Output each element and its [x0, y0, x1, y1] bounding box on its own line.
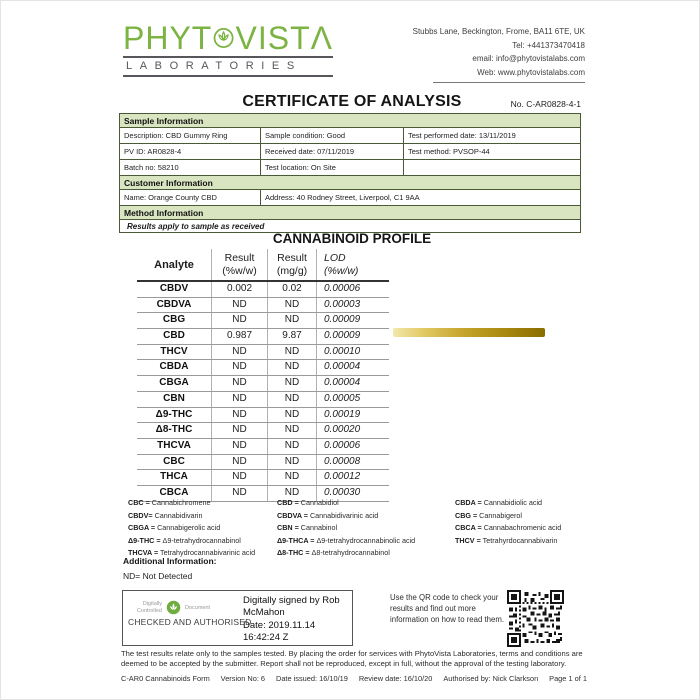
customer-info-row — [120, 190, 580, 206]
certificate-number: No. C-AR0828-4-1 — [510, 99, 581, 109]
info-tables — [119, 113, 581, 233]
result-ww-cell: ND — [212, 423, 268, 438]
footer-date-issued: Date issued: 16/10/19 — [275, 674, 348, 683]
table-row — [137, 439, 389, 455]
result-ww-cell: ND — [212, 439, 268, 454]
legend-item: CBGA = Cannabigerolic acid — [128, 523, 221, 532]
analyte-cell: CBG — [137, 313, 212, 328]
column-header-result-ww: Result (%w/w) — [212, 249, 268, 280]
analyte-cell: CBD — [137, 329, 212, 344]
table-row — [137, 345, 389, 361]
legend-item: CBC = Cannabichromene — [128, 498, 211, 507]
legend-item: Δ9-THCA = Δ9-tetrahydrocannabinolic acid — [277, 535, 416, 545]
additional-information-heading: Additional Information: — [123, 556, 217, 566]
result-mgg-cell: ND — [268, 345, 317, 360]
stamp-leaf-icon — [166, 600, 181, 615]
pv-id: PV ID: AR0828-4 — [120, 144, 260, 160]
test-method: Test method: PVSOP-44 — [403, 144, 580, 160]
lab-website: Web: www.phytovistalabs.com — [477, 67, 585, 77]
column-header-analyte: Analyte — [137, 249, 212, 280]
document-footer — [121, 674, 587, 683]
result-mgg-cell: ND — [268, 439, 317, 454]
legend-item: CBDV= Cannabidivarin — [128, 510, 203, 520]
result-mgg-cell: ND — [268, 423, 317, 438]
analyte-cell: THCVA — [137, 439, 212, 454]
column-header-result-mgg: Result (mg/g) — [268, 249, 317, 280]
test-location: Test location: On Site — [260, 160, 403, 176]
sample-condition: Sample condition: Good — [260, 128, 403, 144]
lod-cell: 0.00020 — [324, 424, 361, 436]
legend-item: CBD = Cannabidiol — [277, 498, 339, 507]
result-ww-cell: 0.002 — [212, 282, 268, 297]
batch-no: Batch no: 58210 — [120, 160, 260, 176]
table-row — [137, 298, 389, 314]
lab-email: email: info@phytovistalabs.com — [472, 54, 585, 63]
table-row — [137, 408, 389, 424]
results-note: Results apply to sample as received — [127, 222, 265, 231]
cannabinoid-table-header — [137, 249, 389, 282]
analyte-cell: CBDVA — [137, 298, 212, 313]
cannabinoid-profile-title: CANNABINOID PROFILE — [272, 231, 432, 246]
result-ww-cell: ND — [212, 313, 268, 328]
analyte-cell: Δ8-THC — [137, 423, 212, 438]
result-mgg-cell: ND — [268, 455, 317, 470]
table-row — [137, 423, 389, 439]
contact-underline — [433, 82, 585, 83]
checked-authorised-stamp — [128, 600, 252, 627]
result-ww-cell: ND — [212, 470, 268, 485]
analyte-cell: THCV — [137, 345, 212, 360]
legend-item: CBCA = Cannabachromenic acid — [455, 523, 562, 532]
sample-info-row — [120, 144, 580, 160]
result-ww-cell: ND — [212, 345, 268, 360]
legend-column-1 — [128, 497, 255, 560]
lab-contact-block — [413, 25, 585, 83]
document-body — [119, 0, 585, 700]
footer-page-number: Page 1 of 1 — [549, 674, 587, 683]
legend-column-2 — [277, 497, 415, 560]
result-ww-cell: ND — [212, 455, 268, 470]
result-mgg-cell: ND — [268, 408, 317, 423]
analyte-cell: CBDV — [137, 282, 212, 297]
empty-cell — [403, 160, 580, 176]
signed-by-line: Digitally signed by Rob McMahon — [243, 595, 340, 619]
disclaimer-text: The test results relate only to the samples tested. By placing the order for services with PhytoVista Laboratories, terms and conditions are deemed to be accepted by the submitter. Report shall not be reproduced, except in full, without the approval of the testing laboratory. — [121, 649, 583, 668]
lod-cell: 0.00012 — [324, 471, 361, 483]
gold-accent-bar — [393, 328, 545, 337]
sample-info-row — [120, 160, 580, 176]
signature-date-line: Date: 2019.11.14 16:42:24 Z — [243, 619, 316, 643]
lod-cell: 0.00009 — [324, 314, 361, 326]
received-date: Received date: 07/11/2019 — [260, 144, 403, 160]
section-method-information: Method Information — [120, 206, 580, 220]
result-mgg-cell: ND — [268, 360, 317, 375]
legend-item: CBDVA = Cannabidivarinic acid — [277, 510, 379, 520]
stamp-main-text: CHECKED AND AUTHORISED — [128, 617, 252, 627]
legend-item: CBG = Cannabigerol — [455, 510, 522, 520]
lod-cell: 0.00005 — [324, 392, 361, 404]
lod-cell: 0.00030 — [324, 486, 361, 498]
analyte-cell: CBN — [137, 392, 212, 407]
result-mgg-cell: 0.02 — [268, 282, 317, 297]
customer-name: Name: Orange County CBD — [120, 190, 260, 206]
result-mgg-cell: ND — [268, 376, 317, 391]
logo-wordmark — [123, 21, 333, 55]
logo-divider-bottom — [123, 75, 333, 77]
result-ww-cell: ND — [212, 376, 268, 391]
phytovista-logo — [123, 21, 333, 77]
signature-box — [122, 590, 353, 646]
sample-description: Description: CBD Gummy Ring — [120, 128, 260, 144]
section-sample-information: Sample Information — [120, 114, 580, 128]
result-ww-cell: ND — [212, 486, 268, 501]
nd-definition: ND= Not Detected — [123, 571, 193, 581]
sample-info-row — [120, 128, 580, 144]
legend-column-3 — [455, 497, 561, 547]
legend-item: CBN = Cannabinol — [277, 523, 338, 532]
footer-authorised-by: Authorised by: Nick Clarkson — [443, 674, 539, 683]
table-row — [137, 329, 389, 345]
stamp-word-right: Document — [185, 604, 211, 611]
result-ww-cell: ND — [212, 360, 268, 375]
legend-item: Δ9-THC = Δ9-tetrahydrocannabinol — [128, 535, 241, 545]
logo-text-left: PHYT — [123, 20, 213, 56]
footer-form-name: C-AR0 Cannabinoids Form — [121, 674, 210, 683]
result-ww-cell: ND — [212, 298, 268, 313]
cannabinoid-table — [137, 249, 389, 502]
stamp-words-left: Digitally Controlled — [136, 600, 162, 614]
lod-cell: 0.00009 — [324, 330, 361, 342]
lod-cell: 0.00006 — [324, 283, 361, 294]
logo-final-letter: Λ — [310, 20, 333, 56]
table-row — [137, 392, 389, 408]
table-row — [137, 455, 389, 471]
certificate-title: CERTIFICATE OF ANALYSIS — [242, 93, 462, 110]
column-header-lod: LOD (%w/w) — [324, 252, 359, 277]
digital-signature-text — [243, 595, 349, 644]
result-mgg-cell: ND — [268, 486, 317, 501]
qr-instructions: Use the QR code to check your results and find out more information on how to read them. — [390, 593, 504, 624]
logo-text-right: VIST — [235, 20, 311, 56]
result-mgg-cell: ND — [268, 392, 317, 407]
result-ww-cell: 0.987 — [212, 329, 268, 344]
leaf-circle-icon — [213, 24, 234, 52]
analyte-cell: CBC — [137, 455, 212, 470]
footer-version: Version No: 6 — [220, 674, 266, 683]
lod-cell: 0.00004 — [324, 361, 361, 373]
table-row — [137, 282, 389, 298]
lod-cell: 0.00004 — [324, 377, 361, 389]
section-customer-information: Customer Information — [120, 176, 580, 190]
footer-review-date: Review date: 16/10/20 — [358, 674, 433, 683]
analyte-cell: Δ9-THC — [137, 408, 212, 423]
table-row — [137, 313, 389, 329]
analyte-cell: CBCA — [137, 486, 212, 501]
legend-item: CBDA = Cannabidiolic acid — [455, 498, 543, 507]
lod-cell: 0.00006 — [324, 439, 361, 451]
analyte-cell: CBDA — [137, 360, 212, 375]
table-row — [137, 360, 389, 376]
lod-cell: 0.00010 — [324, 345, 361, 357]
legend-item: THCV = Tetrahyrdocannabivarin — [455, 535, 558, 545]
customer-address: Address: 40 Rodney Street, Liverpool, C1 9AA — [260, 190, 580, 206]
logo-subtitle: LABORATORIES — [126, 60, 302, 72]
legend-item: THCVA = Tetrahydrocannabivarinic acid — [128, 548, 256, 557]
test-performed-date: Test performed date: 13/11/2019 — [403, 128, 580, 144]
analyte-cell: THCA — [137, 470, 212, 485]
lod-cell: 0.00003 — [324, 298, 361, 310]
lab-address: Stubbs Lane, Beckington, Frome, BA11 6TE, UK — [412, 27, 585, 36]
analyte-cell: CBGA — [137, 376, 212, 391]
result-mgg-cell: ND — [268, 470, 317, 485]
lod-cell: 0.00008 — [324, 455, 361, 467]
qr-code — [507, 590, 564, 647]
legend-item: Δ8-THC = Δ8-tetrahydrocannabinol — [277, 548, 390, 557]
table-row — [137, 470, 389, 486]
result-ww-cell: ND — [212, 392, 268, 407]
result-ww-cell: ND — [212, 408, 268, 423]
result-mgg-cell: ND — [268, 298, 317, 313]
lab-phone: Tel: +441373470418 — [512, 40, 585, 50]
result-mgg-cell: 9.87 — [268, 329, 317, 344]
result-mgg-cell: ND — [268, 313, 317, 328]
table-row — [137, 376, 389, 392]
lod-cell: 0.00019 — [324, 408, 361, 420]
